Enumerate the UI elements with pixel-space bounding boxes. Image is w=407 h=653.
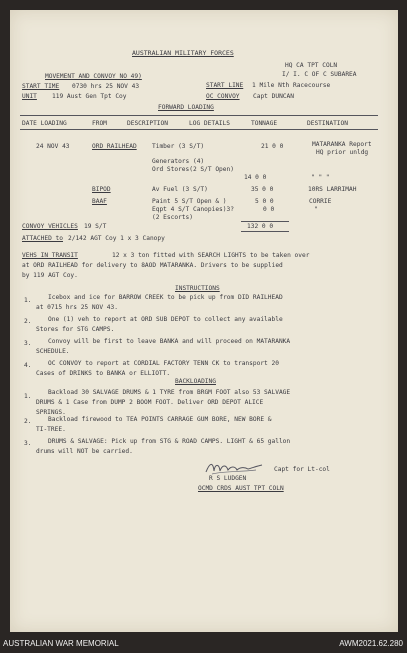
row-paint-dest: CORRIE: [309, 198, 332, 205]
instruction-num: 2.: [24, 318, 32, 325]
instruction-text: Cases of DRINKS to BANKA or ELLIOTT.: [36, 370, 171, 377]
backloading-heading: BACKLOADING: [175, 378, 216, 385]
row-dest-1a: MATARANKA Report: [312, 141, 372, 148]
convoy-vehicles-value: 19 S/T: [84, 223, 107, 230]
backload-text: TI-TREE.: [36, 426, 66, 433]
col-tonnage: TONNAGE: [251, 120, 278, 127]
row-ord-tons: 14 0 0: [244, 174, 267, 181]
signature-name: R S LUDGEN: [209, 475, 247, 482]
instruction-text: Stores for STG CAMPS.: [36, 326, 115, 333]
instruction-num: 1.: [24, 297, 32, 304]
row-generators: Generators (4): [152, 158, 205, 165]
backload-num: 3.: [24, 440, 32, 447]
backload-text: drums will NOT be carried.: [36, 448, 133, 455]
backload-text: DRUMS & SALVAGE: Pick up from STG & ROAD CAMPS. LIGHT & 65 gallon: [48, 438, 291, 445]
instruction-text: Icebox and ice for BARROW CREEK to be pick up from DID RAILHEAD: [48, 294, 283, 301]
instruction-text: Convoy will be first to leave BANKA and will proceed on MATARANKA: [48, 338, 291, 345]
col-destination: DESTINATION: [307, 120, 348, 127]
row-ord-dest: " " ": [311, 174, 330, 181]
col-log-details: LOG DETAILS: [189, 120, 230, 127]
backload-text: SPRINGS.: [36, 409, 66, 416]
forward-loading-heading: FORWARD LOADING: [158, 104, 214, 111]
document-sheet: [10, 10, 398, 632]
movement-number: MOVEMENT AND CONVOY NO 49): [45, 73, 142, 80]
row-paint: Paint 5 S/T Open & ): [152, 198, 227, 205]
row-paint-tons: 5 0 0: [255, 198, 274, 205]
instruction-text: One (1) veh to report at ORD SUB DEPOT to collect any available: [48, 316, 283, 323]
row-timber-tons: 21 0 0: [261, 143, 284, 150]
backload-text: Backload 30 SALVAGE DRUMS & 1 TYRE from BRGM FOOT also 53 SALVAGE: [48, 389, 291, 396]
attached-value: 2/142 AGT Coy 1 x 3 Canopy: [68, 235, 165, 242]
instruction-num: 4.: [24, 362, 32, 369]
row-from-ord-railhead: ORD RAILHEAD: [92, 143, 137, 150]
row-eqpt-dest: ": [314, 206, 318, 213]
hq-line-1: HQ CA TPT COLN: [285, 62, 338, 69]
row-from-bipod: BIPOD: [92, 186, 111, 193]
row-total-tons: 132 0 0: [247, 223, 274, 230]
unit-value: 119 Aust Gen Tpt Coy: [52, 93, 127, 100]
footer-bar: [0, 634, 407, 653]
row-av-fuel: Av Fuel (3 S/T): [152, 186, 208, 193]
row-ord-stores: Ord Stores(2 S/T Open): [152, 166, 234, 173]
backload-num: 2.: [24, 418, 32, 425]
col-date-loading: DATE LOADING: [22, 120, 67, 127]
instruction-text: SCHEDULE.: [36, 348, 70, 355]
signature-capt: Capt for Lt-col: [274, 466, 330, 473]
convoy-vehicles-label: CONVOY VEHICLES: [22, 223, 78, 230]
backload-num: 1.: [24, 393, 32, 400]
unit-label: UNIT: [22, 93, 37, 100]
instruction-text: OC CONVOY to report at CORDIAL FACTORY TENN CK to transport 20: [48, 360, 279, 367]
attached-label: ATTACHED to: [22, 235, 63, 242]
instructions-heading: INSTRUCTIONS: [175, 285, 220, 292]
col-description: DESCRIPTION: [127, 120, 168, 127]
transit-line-2: at ORD RAILHEAD for delivery to 8AOD MATARANKA. Drivers to be supplied: [22, 262, 283, 269]
oc-convoy-value: Capt DUNCAN: [253, 93, 294, 100]
instruction-text: at 0715 hrs 25 NOV 43.: [36, 304, 118, 311]
transit-line-1: 12 x 3 ton fitted with SEARCH LIGHTS to be taken over: [112, 252, 310, 259]
row-eqpt: Eqpt 4 S/T Canopies)3?: [152, 206, 234, 213]
transit-line-3: by 119 AGT Coy.: [22, 272, 78, 279]
start-time-label: START TIME: [22, 83, 60, 90]
row-av-tons: 35 0 0: [251, 186, 274, 193]
backload-text: Backload firewood to TEA POINTS CARRAGE GUM BORE, NEW BORE &: [48, 416, 272, 423]
oc-convoy-label: OC CONVOY: [206, 93, 240, 100]
footer-accession-number: AWM2021.62.280: [339, 639, 403, 648]
footer-institution: AUSTRALIAN WAR MEMORIAL: [3, 639, 119, 648]
backload-text: DRUMS & 1 Case from DUMP 2 BOOM FOOT. Deliver ORD DEPOT ALICE: [36, 399, 264, 406]
transit-label: VEHS IN TRANSIT: [22, 252, 78, 259]
row-dest-1b: HQ prior unldg: [316, 149, 369, 156]
document-title: AUSTRALIAN MILITARY FORCES: [132, 49, 234, 57]
row-eqpt-tons: 0 0: [263, 206, 275, 213]
signature-role: OCMD CRDS AUST TPT COLN: [198, 485, 284, 492]
hq-line-2: I/ I. C OF C SUBAREA: [282, 71, 357, 78]
instruction-num: 3.: [24, 340, 32, 347]
row-av-dest: 10RS LARRIMAH: [308, 186, 357, 193]
start-line-label: START LINE: [206, 82, 244, 89]
row-from-baaf: BAAF: [92, 198, 107, 205]
row-timber: Timber (3 S/T): [152, 143, 205, 150]
row-date: 24 NOV 43: [36, 143, 70, 150]
col-from: FROM: [92, 120, 107, 127]
row-escorts: (2 Escorts): [152, 214, 193, 221]
start-line-value: 1 Mile Nth Racecourse: [252, 82, 331, 89]
start-time-value: 0730 hrs 25 NOV 43: [72, 83, 140, 90]
